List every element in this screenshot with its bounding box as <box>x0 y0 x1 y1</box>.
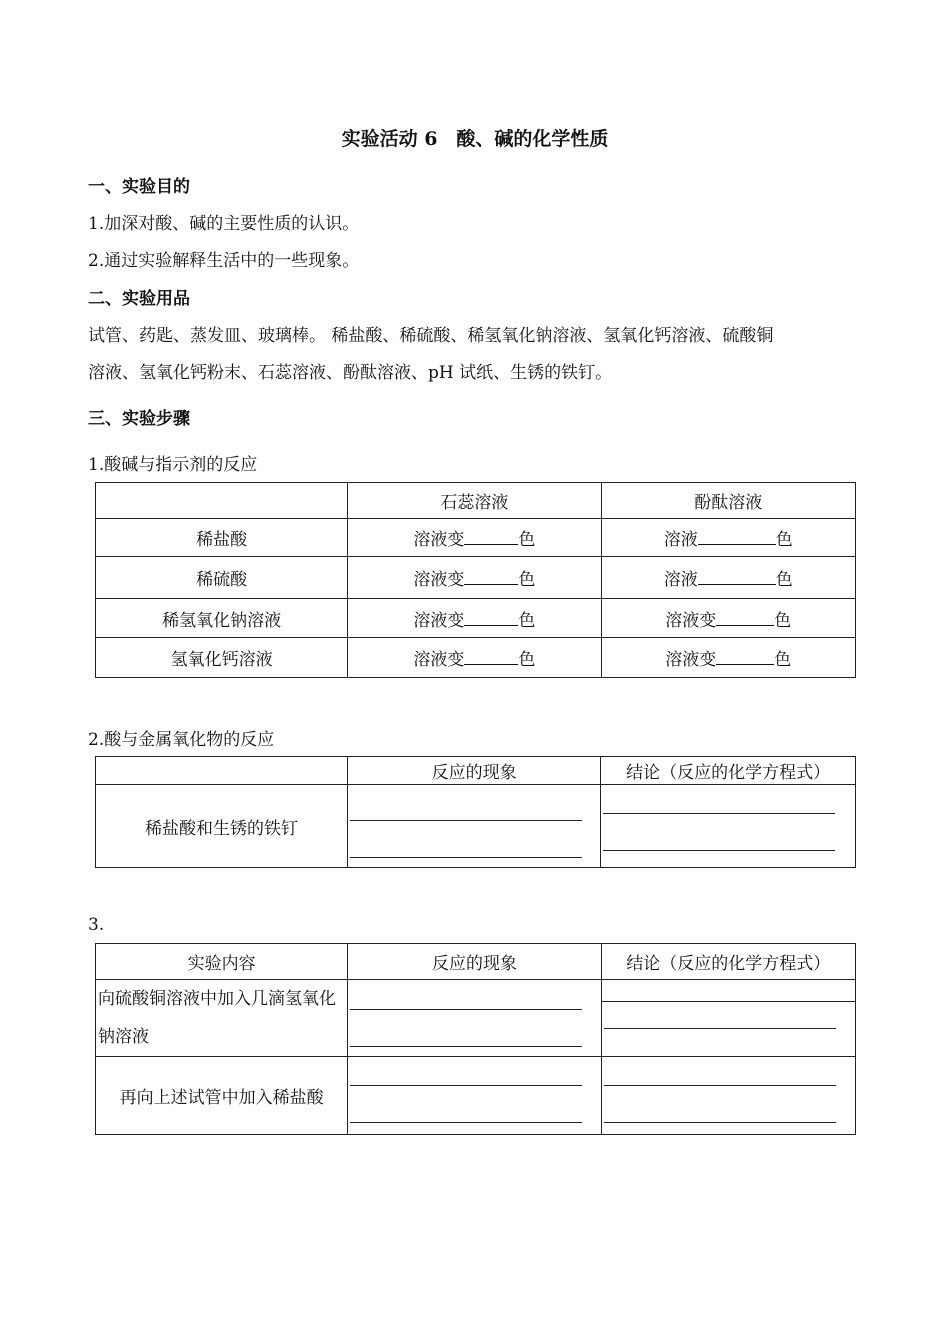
row-label-text: 向硫酸铜溶液中加入几滴氢氧化钠溶液 <box>98 989 336 1047</box>
table-row <box>96 599 856 638</box>
phenol-cell <box>601 519 855 557</box>
experiment-header-content: 实验内容 <box>96 944 348 980</box>
table-row <box>96 980 856 1057</box>
conclusion-cell <box>601 1057 855 1135</box>
indicator-header-phenolphthalein: 酚酞溶液 <box>601 483 855 519</box>
answer-line[interactable] <box>350 857 582 858</box>
cell-text: 溶液变 <box>665 650 717 670</box>
phenol-cell <box>601 557 855 599</box>
table-row <box>96 1057 856 1135</box>
row-label: 稀硫酸 <box>96 557 348 599</box>
materials-line-2: 溶液、氢氧化钙粉末、石蕊溶液、酚酞溶液、pH 试纸、生锈的铁钉。 <box>88 363 613 383</box>
materials-line-1: 试管、药匙、蒸发皿、玻璃棒。 稀盐酸、稀硫酸、稀氢氧化钠溶液、氢氧化钙溶液、硫酸铜 <box>88 326 774 346</box>
fill-blank[interactable] <box>464 646 518 665</box>
fill-blank[interactable] <box>698 566 776 585</box>
cell-text: 溶液变 <box>413 570 465 590</box>
answer-line[interactable] <box>350 1009 582 1010</box>
answer-line[interactable] <box>602 1001 855 1002</box>
part2-label: 2.酸与金属氧化物的反应 <box>88 730 275 750</box>
cell-text: 色 <box>518 610 536 631</box>
cell-text: 溶液 <box>663 570 698 590</box>
page-title: 实验活动 6 酸、碱的化学性质 <box>341 128 609 150</box>
copper-sulfate-table <box>95 943 856 1135</box>
section-purpose-heading: 一、实验目的 <box>88 177 190 197</box>
phenol-cell <box>601 638 855 678</box>
row-label: 稀氢氧化钠溶液 <box>96 599 348 638</box>
purpose-item-1: 1.加深对酸、碱的主要性质的认识。 <box>88 214 360 234</box>
answer-line[interactable] <box>350 1046 582 1047</box>
litmus-cell <box>348 519 601 557</box>
section-steps-heading: 三、实验步骤 <box>88 409 190 429</box>
phenomenon-cell <box>348 980 601 1057</box>
answer-line[interactable] <box>350 1085 582 1086</box>
indicator-header-empty <box>96 483 348 519</box>
litmus-cell <box>348 599 601 638</box>
table-row <box>96 785 856 868</box>
cell-text: 溶液变 <box>665 610 717 631</box>
row-label: 氢氧化钙溶液 <box>96 638 348 678</box>
cell-text: 溶液变 <box>413 530 465 550</box>
answer-line[interactable] <box>604 1122 836 1123</box>
answer-line[interactable] <box>604 1085 836 1086</box>
cell-text: 色 <box>775 530 793 550</box>
phenomenon-cell <box>348 1057 601 1135</box>
cell-text: 色 <box>518 650 536 670</box>
table-row <box>96 519 856 557</box>
answer-line[interactable] <box>603 850 835 851</box>
cell-text: 色 <box>518 570 536 590</box>
part3-label: 3. <box>88 915 105 935</box>
cell-text: 溶液 <box>663 530 698 550</box>
oxide-header-conclusion: 结论（反应的化学方程式） <box>601 757 856 785</box>
answer-line[interactable] <box>603 813 835 814</box>
indicator-header-litmus: 石蕊溶液 <box>348 483 601 519</box>
litmus-cell <box>348 638 601 678</box>
phenol-cell <box>601 599 855 638</box>
phenomenon-cell <box>348 785 601 868</box>
conclusion-cell <box>601 785 856 868</box>
fill-blank[interactable] <box>464 526 518 545</box>
answer-line[interactable] <box>350 820 582 821</box>
fill-blank[interactable] <box>464 566 518 585</box>
cell-text: 色 <box>518 530 536 550</box>
section-materials-heading: 二、实验用品 <box>88 289 190 309</box>
litmus-cell <box>348 557 601 599</box>
cell-text: 色 <box>774 650 792 670</box>
fill-blank[interactable] <box>716 607 774 626</box>
oxide-header-phenomenon: 反应的现象 <box>348 757 601 785</box>
table-row <box>96 557 856 599</box>
purpose-item-2: 2.通过实验解释生活中的一些现象。 <box>88 251 360 271</box>
part1-label: 1.酸碱与指示剂的反应 <box>88 455 258 475</box>
table-row <box>96 638 856 678</box>
experiment-header-conclusion: 结论（反应的化学方程式） <box>601 944 855 980</box>
fill-blank[interactable] <box>464 607 518 626</box>
row-label: 再向上述试管中加入稀盐酸 <box>96 1057 348 1135</box>
fill-blank[interactable] <box>698 526 776 545</box>
row-label: 稀盐酸和生锈的铁钉 <box>96 785 348 868</box>
experiment-header-phenomenon: 反应的现象 <box>348 944 601 980</box>
metal-oxide-table <box>95 756 856 868</box>
indicator-table <box>95 482 856 678</box>
cell-text: 色 <box>775 570 793 590</box>
oxide-header-empty <box>96 757 348 785</box>
row-label <box>96 980 348 1057</box>
fill-blank[interactable] <box>716 646 774 665</box>
cell-text: 色 <box>774 610 792 631</box>
conclusion-cell <box>601 980 855 1057</box>
cell-text: 溶液变 <box>413 610 465 631</box>
cell-text: 溶液变 <box>413 650 465 670</box>
row-label: 稀盐酸 <box>96 519 348 557</box>
answer-line[interactable] <box>350 1122 582 1123</box>
answer-line[interactable] <box>604 1028 836 1029</box>
